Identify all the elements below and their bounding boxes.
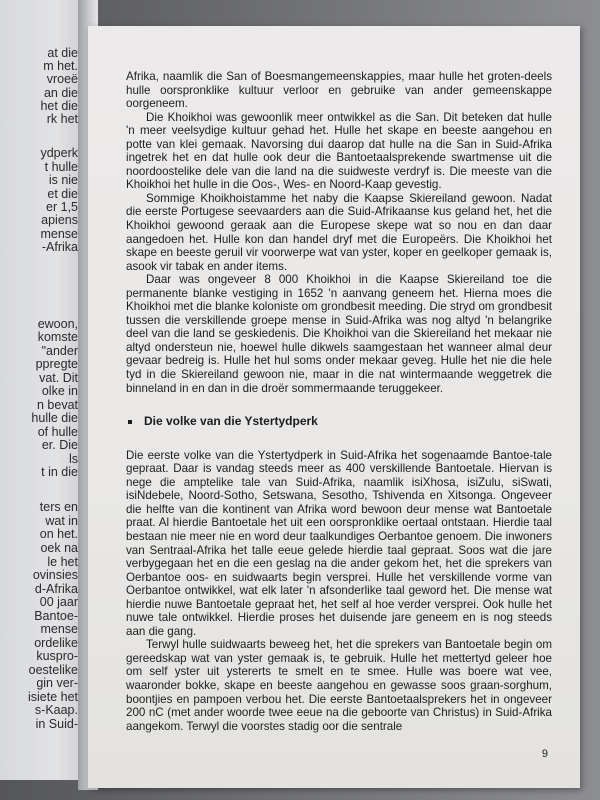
left-facing-page	[0, 0, 82, 780]
paragraph: Terwyl hulle suidwaarts beweeg het, het die sprekers van Bantoetale begin om gereedskap wat van yster gemaak is, te gebruik. Hulle het mettertyd geleer hoe om self yster uit ystererts te smelt en te smee. Hulle was boere wat vee, waaronder bokke, skape en beeste aangehou en gewasse soos graan-sorghum, boontjies en pampoen verbou het. Die eerste Bantoetaalsprekers het in ongeveer 200 nC (met ander woorde twee eeue na die geboorte van Christus) in Suid-Afrika aangekom. Terwyl die voorstes stadig oor die sentrale	[126, 638, 552, 733]
intro-paragraphs	[126, 70, 552, 395]
paragraph: Die eerste volke van die Ystertydperk in Suid-Afrika het sogenaamde Bantoe-tale gepraat. Daar is vandag steeds meer as 400 verskillende Bantoetale. Hiervan is nege die amptelike tale van Suid-Afrika, naamlik isiXhosa, isiZulu, siSwati, isiNdebele, Noord-Sotho, Setswana, Sesotho, Tshivenda en Xitsonga. Ongeveer die helfte van die kontinent van Afrika word bewoon deur mense wat Bantoetale praat. Al hierdie Bantoetale het uit een oorspronklike oertaal ontstaan. Hierdie taal bestaan nie meer nie en word deur taalkundiges Oerbantoe genoem. Die inwoners van Sentraal-Afrika het talle eeue gelede hierdie taal gepraat. Soos wat die jare verbygegaan het en die een geslag na die ander gekom het, het die sprekers van Oerbantoe oos- en suidwaarts begin versprei. Hulle het verskillende vorme van Oerbantoe ontwikkel, wat elk later 'n afsonderlike taal geword het. Die mense wat hierdie nuwe Bantoetale gepraat het, het self al hoe verder versprei. Ook hulle het nuwe tale ontwikkel. Hierdie proses het duisende jare geneem en is nog steeds aan die gang.	[126, 448, 552, 638]
left-page-line: wat in	[45, 514, 78, 528]
left-page-line: le het	[47, 555, 78, 569]
left-page-line: is nie	[48, 173, 78, 187]
left-page-line: komste	[37, 330, 78, 344]
paragraph: Daar was ongeveer 8 000 Khoikhoi in die Kaapse Skiereiland toe die permanente blanke vestiging in 1652 'n aanvang geneem het. Hierna moes die Khoikhoi met die blanke koloniste om grondbesit meeding. Die stryd om grondbesit tussen die verskillende groepe mense in Suid-Afrika was nog altyd 'n belangrike deel van die land se geskiedenis. Die Khoikhoi van die Skiereiland het mekaar nie altyd ondersteun nie, hoewel hulle dikwels saamgestaan het wanneer almal deur gevaar bedreig is. Hulle het hul soms onder mekaar geveg. Hulle het nie die hele tyd in die Skiereiland gewoon nie, maar in die nat wintermaande weggetrek die binneland in en dan in die droër sommermaande teruggekeer.	[126, 273, 552, 395]
left-page-line: kuspro-	[36, 649, 78, 663]
left-page-line: er 1,5	[46, 200, 78, 214]
left-page-line: on het.	[39, 527, 78, 541]
paragraph: Afrika, naamlik die San of Boesmangemeenskappies, maar hulle het groten-deels hulle oorspronklike kultuur verloor en gebruike van ander gemeenskappe oorgeneem.	[126, 70, 552, 111]
left-page-line: ewoon,	[37, 317, 78, 331]
left-page-line: t in die	[41, 465, 78, 479]
left-page-line: in Suid-	[35, 717, 78, 731]
left-page-line: apiens	[41, 213, 78, 227]
left-page-line: isiete het	[27, 690, 78, 704]
left-page-line: het die	[40, 99, 78, 113]
paragraph: Sommige Khoikhoistamme het naby die Kaapse Skiereiland gewoon. Nadat die eerste Portugese seevaarders aan die Suid-Afrikaanse kus geland het, het die Khoikhoi gewoond geraak aan die Europese skepe wat so nou en dan daar aangedoen het. Hulle kon dan handel dryf met die Europeërs. Die Khoikhoi het skape en beeste geruil vir voorwerpe wat van yster, koper en geelkoper gemaak is, asook vir tabak en ander items.	[126, 191, 552, 273]
paragraph: Die Khoikhoi was gewoonlik meer ontwikkel as die San. Dit beteken dat hulle 'n meer veelsydige kultuur gehad het. Hulle het skape en beeste aangehou en potte van klei gemaak. Navorsing dui daarop dat hulle na die San in Suid-Afrika ingetrek het en dat hulle ook deur die Bantoetaalsprekende swartmense uit die noordoostelike dele van die land na die suidweste verdryf is. Die meeste van die Khoikhoi het hulle in die Oos-, Wes- en Noord-Kaap gevestig.	[126, 110, 552, 192]
left-page-line: t hulle	[44, 160, 78, 174]
left-page-line: an die	[43, 86, 78, 100]
left-page-line: mense	[40, 227, 78, 241]
left-page-line: s-Kaap.	[34, 703, 78, 717]
left-page-line: -Afrika	[41, 240, 78, 254]
left-page-line: gin ver-	[36, 676, 78, 690]
left-page-line: ordelike	[34, 636, 78, 650]
left-page-line: oestelike	[28, 663, 78, 677]
left-page-line: vroeë	[46, 72, 78, 86]
left-page-line: at die	[47, 46, 78, 60]
left-page-line: et die	[47, 187, 78, 201]
main-page	[88, 26, 580, 788]
section-heading-text: Die volke van die Ystertydperk	[144, 414, 318, 429]
left-page-line: ters en	[39, 500, 78, 514]
left-page-line: rk het	[46, 112, 78, 126]
left-page-line: "ander	[41, 344, 78, 358]
left-page-line: ydperk	[40, 146, 78, 160]
left-page-line: m het.	[43, 59, 78, 73]
left-page-line: n bevat	[36, 398, 78, 412]
left-page-line: d-Afrika	[34, 582, 78, 596]
bullet-icon	[128, 420, 132, 424]
left-page-line: 00 jaar	[39, 595, 78, 609]
left-page-line: hulle die	[31, 411, 78, 425]
left-page-line: er. Die	[41, 438, 78, 452]
page-number: 9	[541, 748, 548, 760]
section-heading	[126, 415, 552, 429]
text-column	[126, 70, 552, 733]
left-page-line: mense	[40, 622, 78, 636]
left-page-line: Bantoe-	[34, 609, 78, 623]
section-paragraphs	[126, 449, 552, 733]
left-page-line: olke in	[41, 384, 78, 398]
left-page-line: oek na	[40, 541, 78, 555]
left-page-line: of hulle	[37, 425, 78, 439]
left-page-line: ovinsies	[32, 568, 78, 582]
left-page-line: ls	[68, 452, 78, 466]
left-page-line: vat. Dit	[39, 371, 78, 385]
left-page-line: ppregte	[35, 357, 78, 371]
